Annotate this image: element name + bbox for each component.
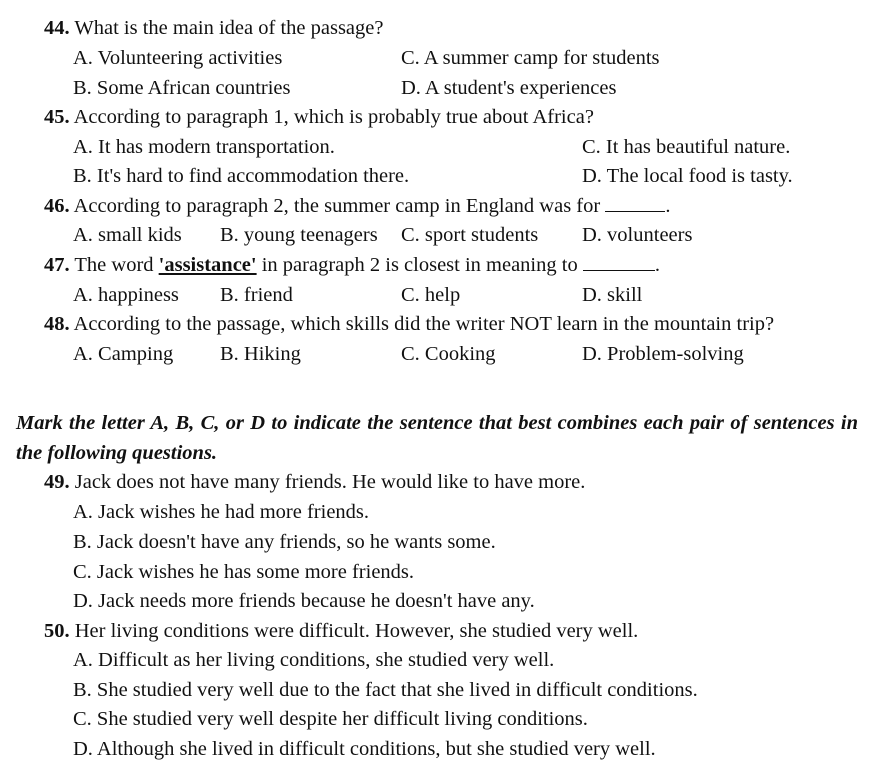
option-a: A. small kids xyxy=(73,224,182,246)
question-text: Jack does not have many friends. He would like to have more. xyxy=(74,471,586,493)
question-number: 44. xyxy=(44,17,70,39)
question-text-after: in paragraph 2 is closest in meaning to xyxy=(261,254,578,276)
question-text: Her living conditions were difficult. However, she studied very well. xyxy=(74,620,639,642)
question-number: 45. xyxy=(44,106,70,128)
option-c: C. help xyxy=(401,284,461,306)
option-b: B. Hiking xyxy=(220,343,301,365)
answer-blank xyxy=(583,254,655,271)
option-d: D. skill xyxy=(582,284,643,306)
question-text: According to the passage, which skills did the writer NOT learn in the mountain trip? xyxy=(73,313,775,335)
option-d: D. A student's experiences xyxy=(401,77,617,99)
option-c: C. Cooking xyxy=(401,343,496,365)
option-c: C. It has beautiful nature. xyxy=(582,136,791,158)
question-text: What is the main idea of the passage? xyxy=(74,17,384,39)
option-b: B. She studied very well due to the fact that she lived in difficult conditions. xyxy=(73,679,698,701)
question-47 xyxy=(44,253,660,277)
question-48 xyxy=(44,312,774,336)
option-b: B. It's hard to find accommodation there. xyxy=(73,165,410,187)
option-a: A. Camping xyxy=(73,343,174,365)
question-49 xyxy=(44,470,585,494)
keyword: 'assistance' xyxy=(158,254,257,276)
question-text: According to paragraph 1, which is probably true about Africa? xyxy=(73,106,594,128)
option-a: A. Volunteering activities xyxy=(73,47,283,69)
question-46 xyxy=(44,194,670,218)
option-a: A. It has modern transportation. xyxy=(73,136,335,158)
question-end: . xyxy=(654,254,660,276)
question-number: 47. xyxy=(44,254,70,276)
option-a: A. Jack wishes he had more friends. xyxy=(73,501,370,523)
question-number: 48. xyxy=(44,313,70,335)
question-50 xyxy=(44,619,638,643)
section-instruction: Mark the letter A, B, C, or D to indicate the sentence that best combines each pair of sentences in the following questions. xyxy=(16,412,858,464)
question-text-before: The word xyxy=(74,254,154,276)
question-45 xyxy=(44,105,594,129)
option-c: C. She studied very well despite her difficult living conditions. xyxy=(73,708,588,730)
option-b: B. friend xyxy=(220,284,293,306)
option-c: C. A summer camp for students xyxy=(401,47,660,69)
option-a: A. happiness xyxy=(73,284,179,306)
option-d: D. Problem-solving xyxy=(582,343,744,365)
question-number: 46. xyxy=(44,195,70,217)
option-a: A. Difficult as her living conditions, she studied very well. xyxy=(73,649,555,671)
option-d: D. Although she lived in difficult conditions, but she studied very well. xyxy=(73,738,656,760)
option-d: D. volunteers xyxy=(582,224,693,246)
option-d: D. The local food is tasty. xyxy=(582,165,793,187)
question-text: According to paragraph 2, the summer camp in England was for xyxy=(73,195,601,217)
question-number: 50. xyxy=(44,620,70,642)
option-b: B. Some African countries xyxy=(73,77,291,99)
question-end: . xyxy=(665,195,671,217)
option-b: B. young teenagers xyxy=(220,224,378,246)
option-d: D. Jack needs more friends because he doesn't have any. xyxy=(73,590,535,612)
option-c: C. Jack wishes he has some more friends. xyxy=(73,561,415,583)
option-b: B. Jack doesn't have any friends, so he wants some. xyxy=(73,531,496,553)
question-number: 49. xyxy=(44,471,70,493)
question-44 xyxy=(44,16,383,40)
option-c: C. sport students xyxy=(401,224,539,246)
answer-blank xyxy=(605,195,665,212)
